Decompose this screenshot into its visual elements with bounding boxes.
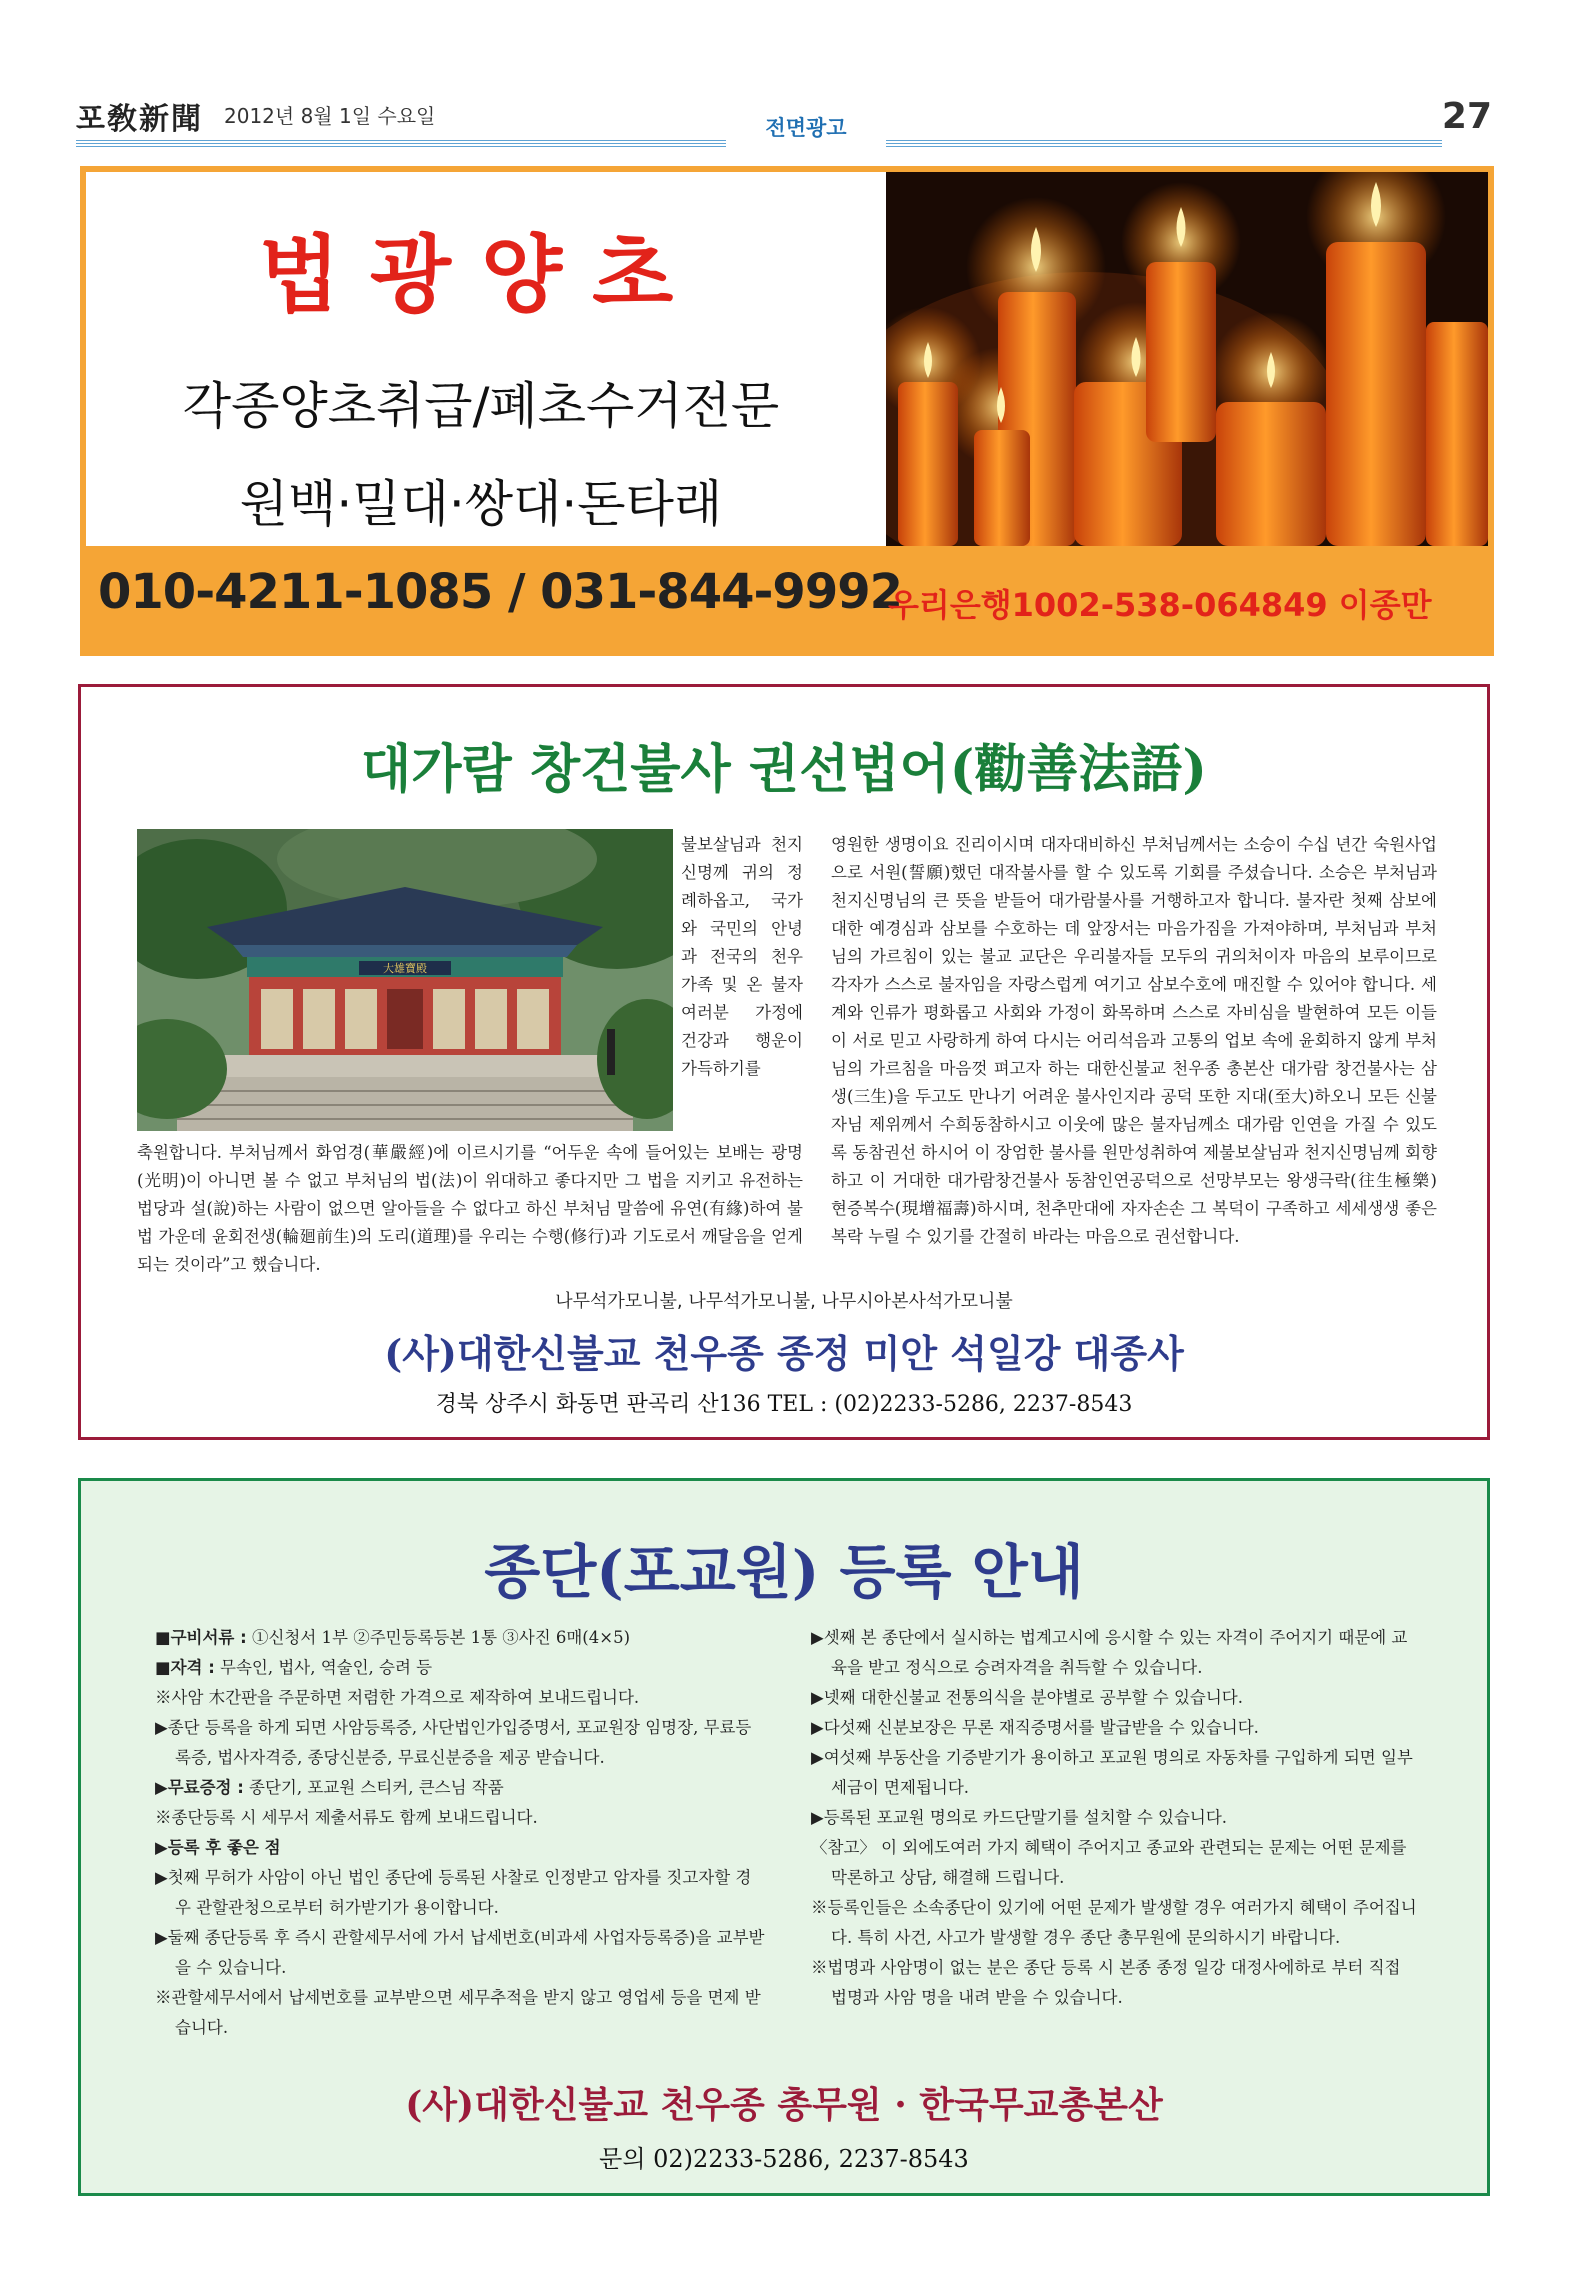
ad-title: 법광양초 — [258, 225, 704, 324]
namu-chant: 나무석가모니불, 나무석가모니불, 나무시아본사석가모니불 — [555, 1291, 1013, 1312]
registration-title: 종단(포교원) 등록 안내 — [484, 1538, 1084, 1606]
registration-box — [78, 1478, 1490, 2196]
list-item: ※등록인들은 소속종단이 있기에 어떤 문제가 발생할 경우 여러가지 혜택이 주어집니다. 특히 사건, 사고가 발생할 경우 종단 총무원에 문의하시기 바랍니다. — [811, 1898, 1417, 1947]
newspaper-name: 포敎新聞 — [76, 102, 203, 137]
registration-organization: (사)대한신불교 천우종 총무원 · 한국무교총본산 — [405, 2084, 1163, 2126]
header-rule-left — [76, 140, 726, 148]
registration-left-column — [155, 1623, 765, 2043]
ad-service-line: 각종양초취급/폐초수거전문 — [182, 377, 780, 435]
ad-phone-numbers: 010-4211-1085 / 031-844-9992 — [98, 564, 903, 620]
list-item: ▶등록 후 좋은 점 — [155, 1838, 281, 1857]
section-label: 전면광고 — [765, 116, 847, 140]
list-item: 〈참고〉 이 외에도여러 가지 혜택이 주어지고 종교와 관련되는 문제는 어떤 문제를 막론하고 상담, 해결해 드립니다. — [811, 1838, 1407, 1887]
list-item: ▶다섯째 신분보장은 무론 재직증명서를 발급받을 수 있습니다. — [811, 1718, 1259, 1737]
list-item: ▶셋째 본 종단에서 실시하는 법계고시에 응시할 수 있는 자격이 주어지기 때문에 교육을 받고 정식으로 승려자격을 취득할 수 있습니다. — [811, 1628, 1408, 1677]
temple-photo — [137, 829, 673, 1131]
candle-advertisement — [80, 166, 1494, 656]
list-item: ▶둘째 종단등록 후 즉시 관할세무서에 가서 납세번호(비과세 사업자등록증)을 교부받을 수 있습니다. — [155, 1928, 765, 1977]
list-item: ▶종단 등록을 하게 되면 사암등록증, 사단법인가입증명서, 포교원장 임명장, 무료등록증, 법사자격증, 종당신분증, 무료신분증을 제공 받습니다. — [155, 1718, 752, 1767]
list-item: ※법명과 사암명이 없는 분은 종단 등록 시 본종 종정 일강 대정사에하로 부터 직접 법명과 사암 명을 내려 받을 수 있습니다. — [811, 1958, 1401, 2007]
list-item: ▶등록된 포교원 명의로 카드단말기를 설치할 수 있습니다. — [811, 1808, 1228, 1827]
ad-product-line: 원백·밀대·쌍대·돈타래 — [239, 475, 723, 533]
list-item: ■자격 : 무속인, 법사, 역술인, 승려 등 — [155, 1658, 433, 1677]
ad-bank-account: 우리은행1002-538-064849 이종만 — [888, 586, 1432, 624]
header-rule-right — [886, 140, 1442, 148]
list-item: ▶여섯째 부동산을 기증받기가 용이하고 포교원 명의로 자동차를 구입하게 되면 일부 세금이 면제됩니다. — [811, 1748, 1413, 1797]
gwonseon-title: 대가람 창건불사 권선법어(勸善法語) — [361, 739, 1207, 800]
gwonseon-organization: (사)대한신불교 천우종 종정 미안 석일강 대종사 — [384, 1331, 1184, 1376]
issue-date: 2012년 8월 1일 수요일 — [224, 104, 436, 128]
gwonseon-text-below: 축원합니다. 부처님께서 화엄경(華嚴經)에 이르시기를 “어두운 속에 들어있는 보배는 광명(光明)이 아니면 볼 수 없고 부처님의 법(法)이 위대하고 좋다지만 그 법을 지키고 유전하는 법당과 설(說)하는 사람이 없으면 알아들을 수 없다고 하신 부처님 말씀에 유연(有緣)하여 불법 가운데 윤회전생(輪廻前生)의 도리(道理)를 우리는 수행(修行)과 기도로서 깨달음을 얻게 되는 것이라”고 했습니다. — [137, 1143, 803, 1274]
list-item: ▶첫째 무허가 사암이 아닌 법인 종단에 등록된 사찰로 인정받고 암자를 짓고자할 경우 관할관청으로부터 허가받기가 용이합니다. — [155, 1868, 752, 1917]
list-item: ■구비서류 : ①신청서 1부 ②주민등록등본 1통 ③사진 6매(4×5) — [155, 1628, 631, 1647]
gwonseon-address: 경북 상주시 화동면 판곡리 산136 TEL : (02)2233-5286, 2237-8543 — [435, 1392, 1133, 1417]
list-item: ※사암 木간판을 주문하면 저렴한 가격으로 제작하여 보내드립니다. — [155, 1688, 640, 1707]
gwonseon-text-side: 불보살님과 천지신명께 귀의 정례하옵고, 국가와 국민의 안녕과 전국의 천우가족 및 온 불자여러분 가정에 건강과 행운이 가득하기를 — [681, 835, 803, 1078]
gwonseon-text-right: 영원한 생명이요 진리이시며 대자대비하신 부처님께서는 소승이 수십 년간 숙원사업으로 서원(誓願)했던 대작불사를 할 수 있도록 기회를 주셨습니다. 소승은 부처님과 천지신명님의 큰 뜻을 받들어 대가람불사를 거행하고자 합니다. 불자란 첫째 삼보에 대한 예경심과 삼보를 수호하는 데 앞장서는 마음가짐을 가져야하며, 부처님과 부처님의 가르침이 있는 불교 교단은 우리불자들 모두의 귀의처이자 마음의 보루이므로 각자가 스스로 불자임을 자랑스럽게 여기고 삼보수호에 매진할 수 있어야 합니다. 세계와 인류가 평화롭고 사회와 가정이 화목하며 스스로 자비심을 발현하여 모든 이들이 서로 믿고 사랑하게 하여 다시는 어리석음과 고통의 업보 속에 윤회하지 않게 부처님의 가르침을 마음껏 펴고자 하는 대한신불교 천우종 총본산 대가람 창건불사는 삼생(三生)을 두고도 만나기 어려운 불사인지라 공덕 또한 지대(至大)하오니 모든 신불자님 제위께서 수희동참하시고 이웃에 많은 불자님께소 대가람 인연을 가질 수 있도록 동참권선 하시어 이 장엄한 불사를 원만성취하여 제불보살님과 천지신명님께 회향하고 이 거대한 대가람창건불사 동참인연공덕으로 선망부모는 왕생극락(往生極樂) 현증복수(現增福壽)하시며, 천추만대에 자자손손 그 복덕이 구족하고 세세생생 좋은 복락 누릴 수 있기를 간절히 바라는 마음으로 권선합니다. — [831, 835, 1437, 1246]
registration-contact: 문의 02)2233-5286, 2237-8543 — [599, 2145, 969, 2173]
list-item: ▶넷째 대한신불교 전통의식을 분야별로 공부할 수 있습니다. — [811, 1688, 1243, 1707]
gwonseon-box — [78, 684, 1490, 1440]
registration-right-column — [811, 1623, 1421, 2013]
list-item: ▶무료증정 : 종단기, 포교원 스티커, 큰스님 작품 — [155, 1778, 504, 1797]
list-item: ※종단등록 시 세무서 제출서류도 함께 보내드립니다. — [155, 1808, 538, 1827]
list-item: ※관할세무서에서 납세번호를 교부받으면 세무추적을 받지 않고 영업세 등을 면제 받습니다. — [155, 1988, 761, 2037]
candles-photo — [886, 172, 1488, 546]
temple-sign-text: 大雄寶殿 — [383, 962, 427, 975]
masthead — [76, 84, 1492, 154]
page-number: 27 — [1441, 96, 1492, 137]
ad-white-panel — [86, 172, 1488, 546]
